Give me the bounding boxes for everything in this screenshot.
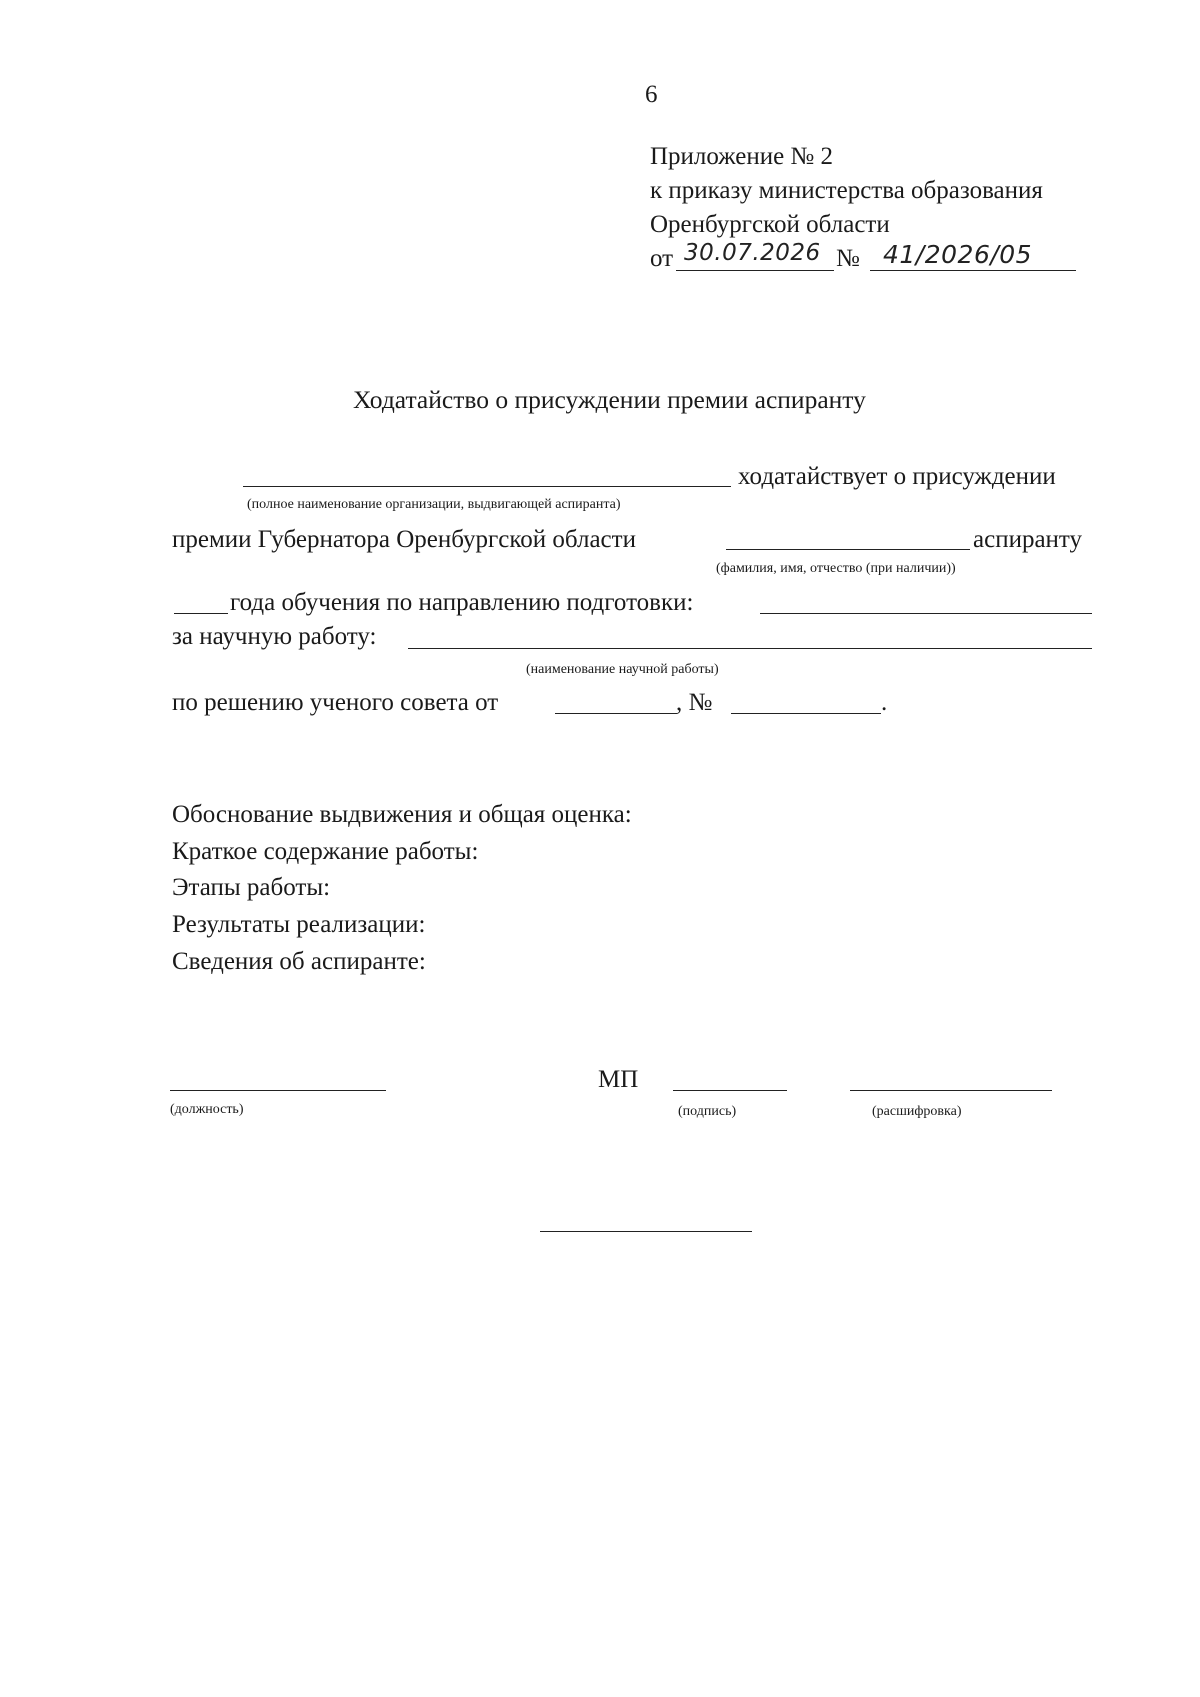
petition-text: ходатайствует о присуждении [738, 463, 1056, 490]
research-work-caption: (наименование научной работы) [526, 662, 719, 677]
section-summary: Краткое содержание работы: [172, 838, 479, 865]
page-number: 6 [645, 81, 658, 108]
research-work-field [408, 648, 1092, 649]
signature-field [673, 1090, 787, 1091]
appendix-date-prefix: от [650, 245, 674, 272]
council-number-prefix: , № [676, 689, 713, 716]
applicant-name-caption: (фамилия, имя, отчество (при наличии)) [716, 561, 956, 576]
document-title: Ходатайство о присуждении премии аспиранту [353, 385, 866, 414]
appendix-title: Приложение № 2 [650, 143, 834, 170]
appendix-number-prefix: № [836, 245, 860, 272]
decryption-caption: (расшифровка) [872, 1104, 962, 1119]
research-work-label: за научную работу: [172, 623, 377, 650]
study-year-field [174, 613, 228, 614]
position-field [170, 1090, 386, 1091]
organization-name-caption: (полное наименование организации, выдвигающей аспиранта) [247, 497, 621, 512]
appendix-order-line: к приказу министерства образования [650, 177, 1043, 204]
section-stages: Этапы работы: [172, 874, 331, 901]
section-results: Результаты реализации: [172, 911, 426, 938]
study-year-text: года обучения по направлению подготовки: [230, 589, 694, 616]
signature-caption: (подпись) [678, 1104, 737, 1119]
council-date-field [555, 713, 677, 714]
council-number-field [731, 713, 881, 714]
appendix-date-underline [676, 270, 834, 271]
appendix-number-value: 41/2026/05 [883, 240, 1033, 269]
council-decision-text: по решению ученого совета от [172, 689, 499, 716]
section-applicant-info: Сведения об аспиранте: [172, 948, 426, 975]
appendix-date-value: 30.07.2026 [684, 240, 821, 266]
training-direction-field [760, 613, 1092, 614]
applicant-label: аспиранту [973, 526, 1083, 553]
award-name-text: премии Губернатора Оренбургской области [172, 526, 636, 553]
position-caption: (должность) [170, 1102, 244, 1117]
closing-separator [540, 1231, 752, 1232]
council-line-end: . [881, 689, 888, 716]
stamp-label: МП [598, 1066, 639, 1093]
applicant-name-field [726, 549, 970, 550]
organization-name-field [243, 486, 731, 487]
appendix-number-underline [870, 270, 1076, 271]
appendix-region-line: Оренбургской области [650, 211, 890, 238]
section-justification: Обоснование выдвижения и общая оценка: [172, 801, 632, 828]
decryption-field [850, 1090, 1052, 1091]
